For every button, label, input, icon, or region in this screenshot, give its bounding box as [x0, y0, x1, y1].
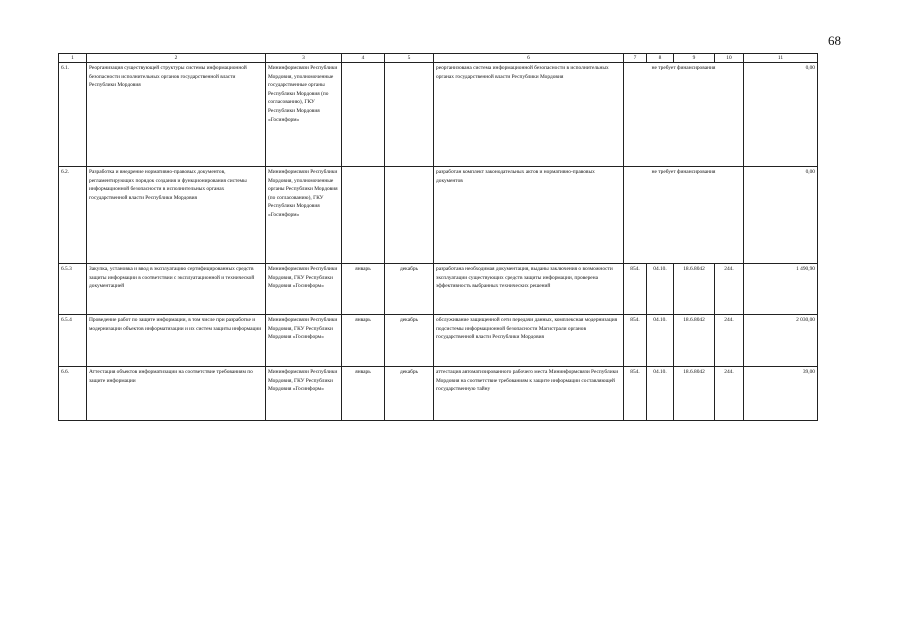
column-header: 10	[715, 54, 744, 63]
column-header: 3	[266, 54, 342, 63]
activity-cell: Аттестация объектов информатизации на соответствие требованиям по защите информации	[87, 367, 266, 421]
code-cell: 04.10.	[647, 367, 674, 421]
responsible-cell: Мининформсвязи Республики Мордовия, уполномоченные органы Республики Мордовия (по согласованию), ГКУ Республики Мордовия «Госинформ»	[266, 167, 342, 264]
amount-cell: 0,00	[744, 63, 818, 167]
funding-note-cell: не требует финансирования	[624, 167, 744, 264]
activity-cell: Разработка и внедрение нормативно-правовых документов, регламентирующих порядок создания и функционирования системы информационной безопасности в исполнительных органах государственной власти Республики Мордовия	[87, 167, 266, 264]
item-number: 6.5.3	[59, 264, 87, 315]
result-cell: разработан комплект законодательных актов и нормативно-правовых документов	[434, 167, 624, 264]
start-cell: январь	[342, 315, 385, 367]
responsible-cell: Мининформсвязи Республики Мордовия, ГКУ Республики Мордовия «Госинформ»	[266, 315, 342, 367]
end-cell: декабрь	[385, 315, 434, 367]
column-header: 1	[59, 54, 87, 63]
code-cell: 18.6.8042	[674, 315, 715, 367]
table-row	[59, 367, 818, 421]
table-row	[59, 63, 818, 167]
item-number: 6.6.	[59, 367, 87, 421]
table-row	[59, 167, 818, 264]
end-cell	[385, 63, 434, 167]
start-cell: январь	[342, 264, 385, 315]
responsible-cell: Мининформсвязи Республики Мордовия, ГКУ Республики Мордовия «Госинформ»	[266, 367, 342, 421]
activity-cell: Закупка, установка и ввод в эксплуатацию сертифицированных средств защиты информации в соответствии с эксплуатационной и технической документацией	[87, 264, 266, 315]
item-number: 6.5.4	[59, 315, 87, 367]
amount-cell: 39,00	[744, 367, 818, 421]
column-header: 11	[744, 54, 818, 63]
end-cell	[385, 167, 434, 264]
code-cell: 244.	[715, 264, 744, 315]
result-cell: обслуживание защищенной сети передачи данных, комплексная модернизация подсистемы информационной безопасности Магистрали органов государственной власти Республики Мордовия	[434, 315, 624, 367]
code-cell: 18.6.8042	[674, 264, 715, 315]
table-row	[59, 264, 818, 315]
code-cell: 18.6.8042	[674, 367, 715, 421]
result-cell: разработана необходимая документация, выданы заключения о возможности эксплуатации существующих средств защиты информации, проверена эффективность выбранных технических решений	[434, 264, 624, 315]
column-header: 8	[647, 54, 674, 63]
amount-cell: 0,00	[744, 167, 818, 264]
code-cell: 04.10.	[647, 315, 674, 367]
result-cell: реорганизована система информационной безопасности в исполнительных органах государственной власти Республики Мордовия	[434, 63, 624, 167]
column-header: 2	[87, 54, 266, 63]
column-number-header-row	[59, 54, 818, 63]
amount-cell: 1 490,90	[744, 264, 818, 315]
activity-cell: Реорганизация существующей структуры системы информационной безопасности исполнительных органов государственной власти Республики Мордовия	[87, 63, 266, 167]
end-cell: декабрь	[385, 264, 434, 315]
item-number: 6.2.	[59, 167, 87, 264]
start-cell	[342, 167, 385, 264]
start-cell: январь	[342, 367, 385, 421]
column-header: 9	[674, 54, 715, 63]
code-cell: 854.	[624, 264, 647, 315]
code-cell: 04.10.	[647, 264, 674, 315]
result-cell: аттестация автоматизированного рабочего места Мининформсвязи Республики Мордовия на соответствие требованиям к защите информации составляющей государственную тайну	[434, 367, 624, 421]
responsible-cell: Мининформсвязи Республики Мордовия, уполномоченные государственные органы Республики Мордовия (по согласованию), ГКУ Республики Мордовия «Госинформ»	[266, 63, 342, 167]
code-cell: 854.	[624, 367, 647, 421]
code-cell: 244.	[715, 315, 744, 367]
program-activities-table	[58, 53, 818, 421]
column-header: 4	[342, 54, 385, 63]
end-cell: декабрь	[385, 367, 434, 421]
activity-cell: Проведение работ по защите информации, в том числе при разработке и модернизации объектов информатизации и их систем защиты информации	[87, 315, 266, 367]
item-number: 6.1.	[59, 63, 87, 167]
column-header: 7	[624, 54, 647, 63]
column-header: 5	[385, 54, 434, 63]
responsible-cell: Мининформсвязи Республики Мордовия, ГКУ Республики Мордовия «Госинформ»	[266, 264, 342, 315]
page-number: 68	[828, 33, 841, 48]
code-cell: 854.	[624, 315, 647, 367]
amount-cell: 2 030,00	[744, 315, 818, 367]
column-header: 6	[434, 54, 624, 63]
start-cell	[342, 63, 385, 167]
funding-note-cell: не требует финансирования	[624, 63, 744, 167]
table-row	[59, 315, 818, 367]
code-cell: 244.	[715, 367, 744, 421]
